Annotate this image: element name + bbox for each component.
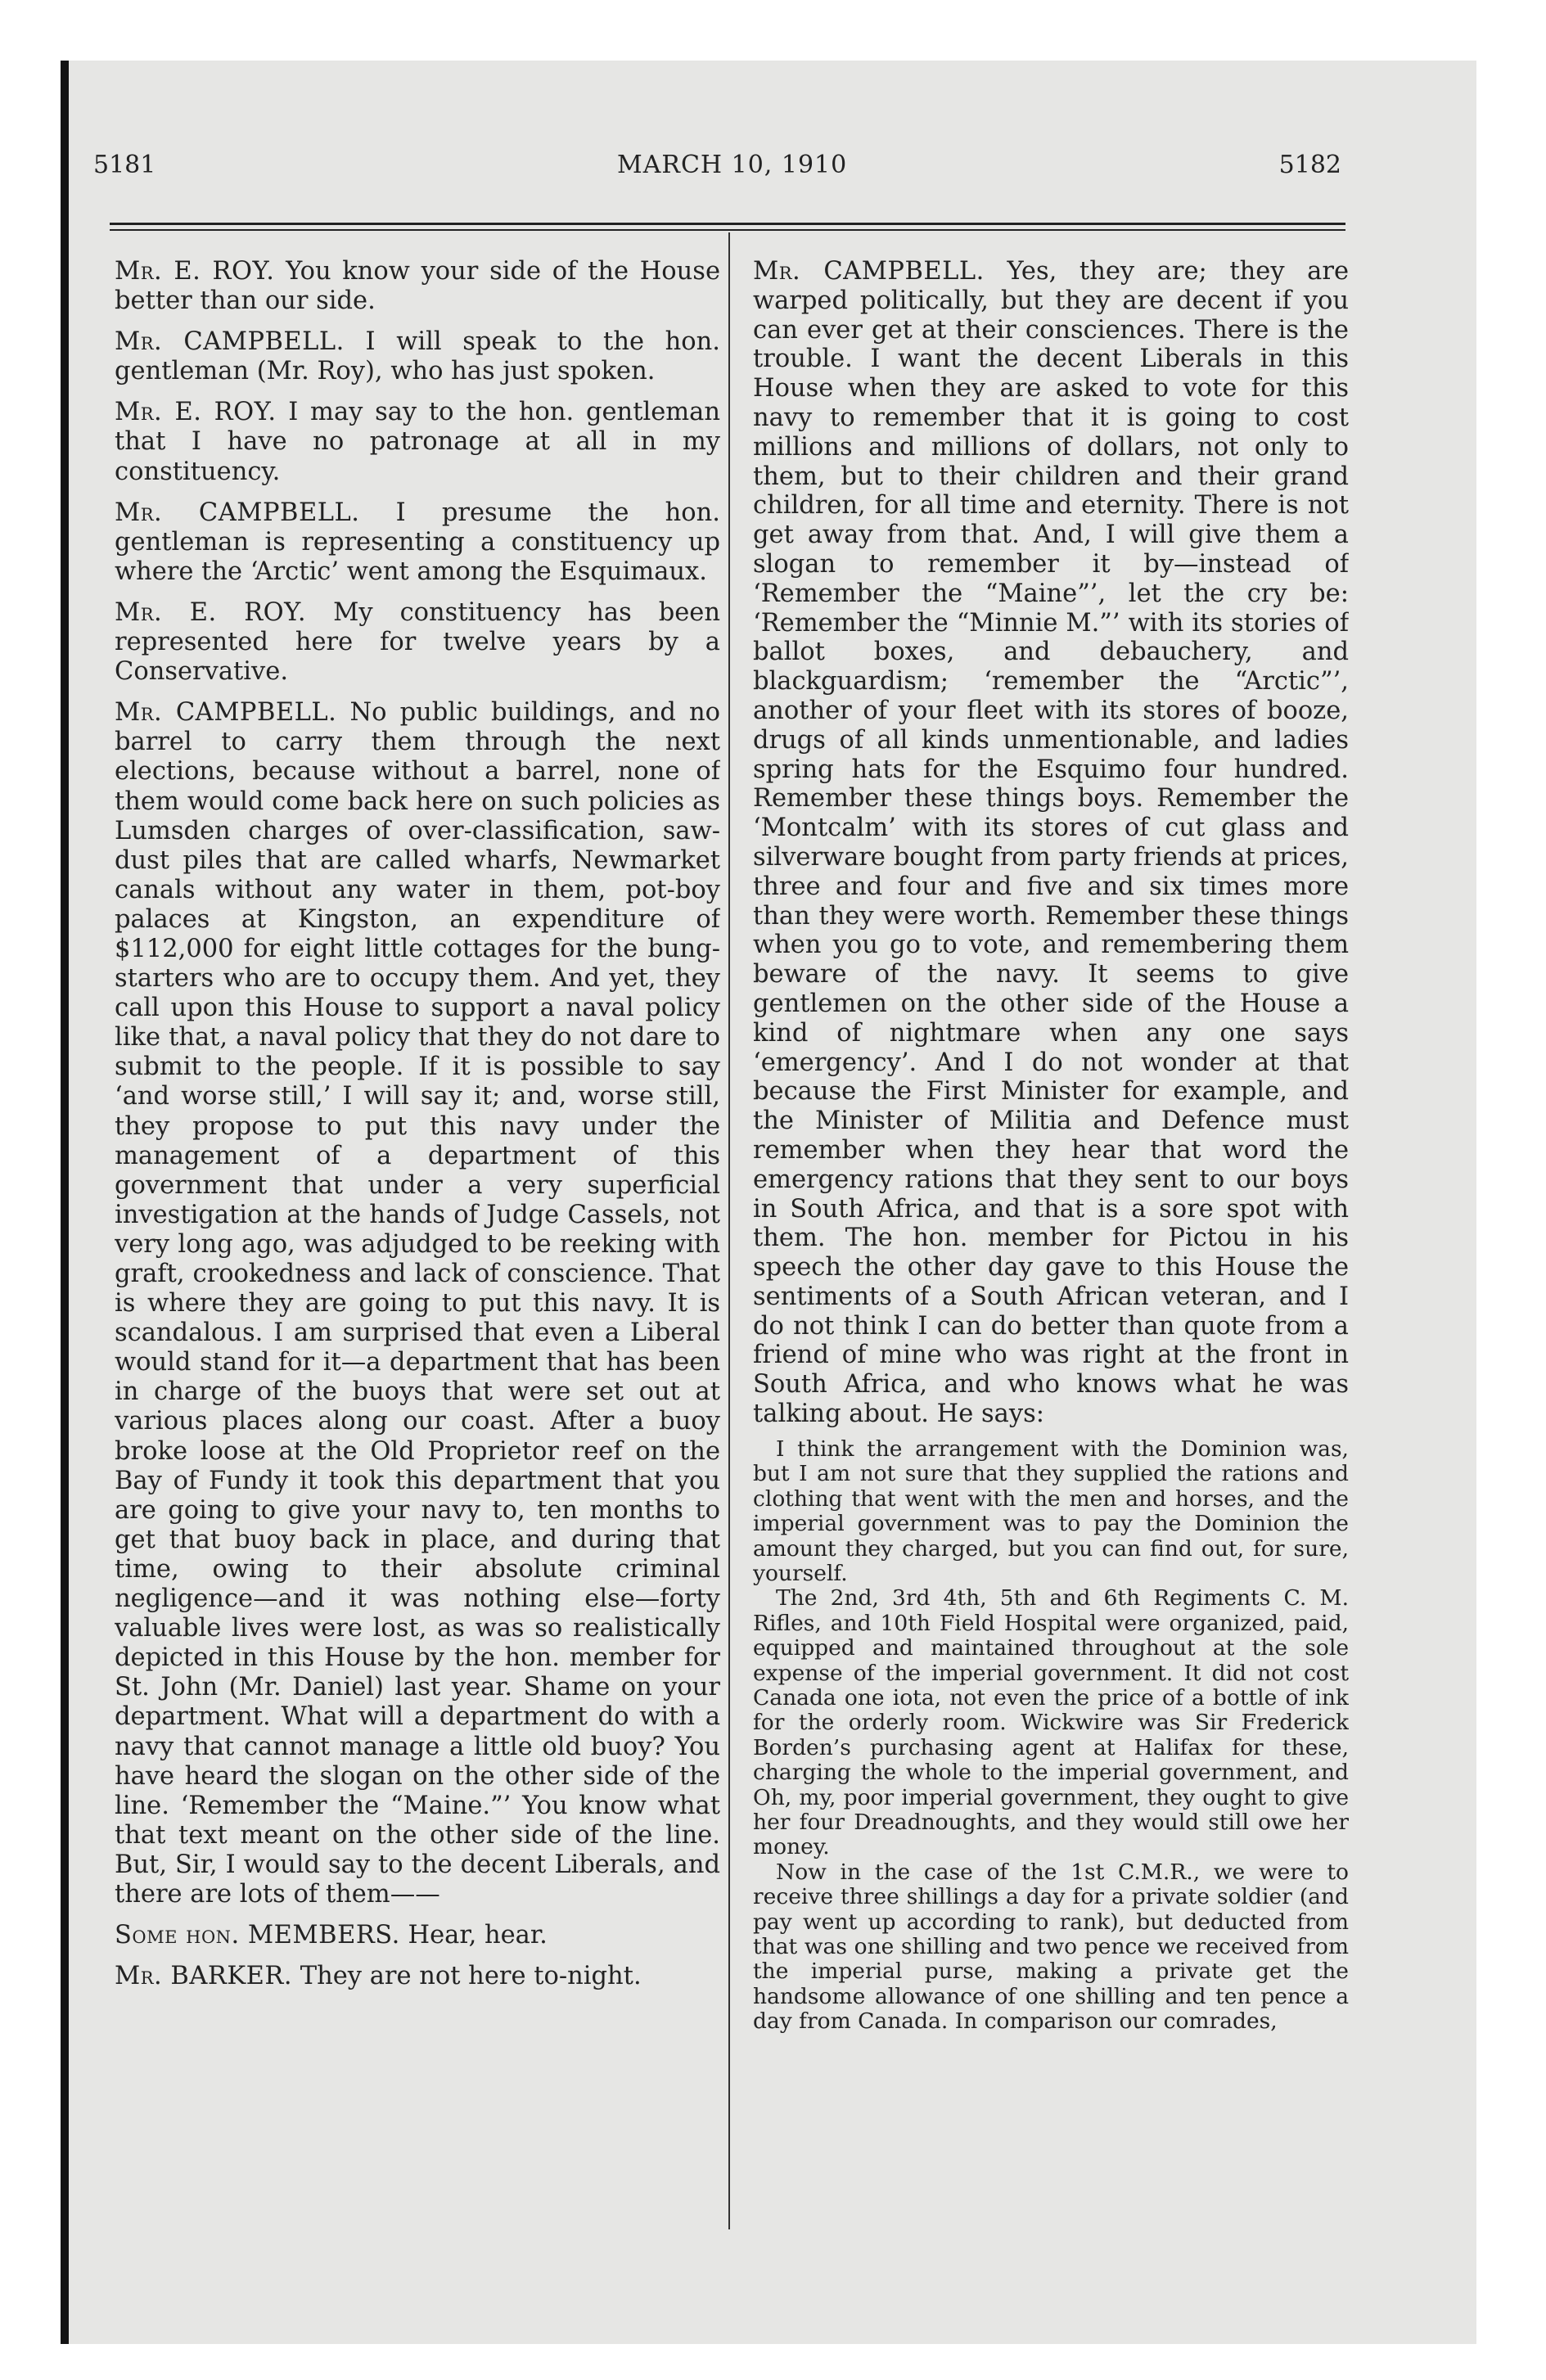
page-date-title: MARCH 10, 1910 — [617, 151, 848, 179]
speech-paragraph — [115, 498, 720, 587]
quoted-letter-paragraph: Now in the case of the 1st C.M.R., we were to receive three shillings a day for a private soldier (and pay went up according to rank), but deducted from that was one shilling and two pence we received from the imperial purse, making a private get the handsome allowance of one shilling and ten pence a day from Canada. In comparison our comrades, — [753, 1859, 1349, 2035]
speaker: Mr. CAMPBELL. — [753, 257, 985, 286]
speech-paragraph — [115, 698, 720, 1909]
speech-paragraph — [115, 398, 720, 486]
speech-text: You know your side of the House better than our side. — [115, 257, 720, 316]
header-rule-thin — [110, 229, 1345, 231]
speaker: Mr. E. ROY. — [115, 597, 307, 627]
speech-paragraph — [115, 598, 720, 687]
speech-paragraph — [115, 1921, 720, 1950]
left-column — [115, 257, 720, 2262]
header-rule — [110, 223, 1345, 225]
speaker: Mr. BARKER. — [115, 1962, 293, 1991]
right-column — [753, 257, 1349, 2262]
speech-text: Yes, they are; they are warped politically, but they are decent if you can ever get at their consciences. There is the trouble. I want the decent Liberals in this House when they are asked to vote for this navy to remember that it is going to cost millions and millions of dollars, not only to them, but to their children and their grand children, for all time and eternity. There is not get away from that. And, I will give them a slogan to remember it by—instead of ‘Remember the “Maine”’, let the cry be: ‘Remember the “Minnie M.”’ with its stories of ballot boxes, and debauchery, and blackguardism; ‘remember the “Arctic”’, another of your fleet with its stores of booze, drugs of all kinds unmentionable, and ladies spring hats for the Esquimo four hundred. Remember these things boys. Remember the ‘Montcalm’ with its stores of cut glass and silverware bought from party friends at prices, three and four and five and six times more than they were worth. Remember these things when you go to vote, and remembering them beware of the navy. It seems to give gentlemen on the other side of the House a kind of nightmare when any one says ‘emergency’. And I do not wonder at that because the First Minister for example, and the Minister of Militia and Defence must remember when they hear that word the emergency rations that they sent to our boys in South Africa, and that is a sore spot with them. The hon. member for Pictou in his speech the other day gave to this House the sentiments of a South African veteran, and I do not think I can do better than quote from a friend of mine who was right at the front in South Africa, and who knows what he was talking about. He says: — [753, 257, 1349, 1429]
speech-text: I may say to the hon. gentleman that I have no patronage at all in my constituency. — [115, 398, 720, 486]
speech-text: They are not here to-night. — [300, 1962, 642, 1991]
speaker: Mr. E. ROY. — [115, 398, 277, 427]
speech-paragraph — [753, 257, 1349, 1429]
scanned-page — [61, 61, 1476, 2344]
page-number-right: 5182 — [1278, 151, 1341, 179]
speech-text: I presume the hon. gentleman is representing a constituency up where the ‘Arctic’ went among the Esquimaux. — [115, 498, 720, 586]
speaker: Mr. E. ROY. — [115, 257, 275, 286]
speaker: Mr. CAMPBELL. — [115, 698, 337, 728]
speech-paragraph — [115, 257, 720, 316]
speech-paragraph — [115, 327, 720, 386]
page-number-left: 5181 — [93, 151, 156, 179]
quoted-letter-paragraph: The 2nd, 3rd 4th, 5th and 6th Regiments C. M. Rifles, and 10th Field Hospital were organized, paid, equipped and maintained throughout at the sole expense of the imperial government. It did not cost Canada one iota, not even the price of a bottle of ink for the orderly room. Wickwire was Sir Frederick Borden’s purchasing agent at Halifax for these, charging the whole to the imperial government, and Oh, my, poor imperial government, they ought to give her four Dreadnoughts, and they would still owe her money. — [753, 1585, 1349, 1860]
speech-text: Hear, hear. — [408, 1921, 548, 1950]
speaker: Mr. CAMPBELL. — [115, 327, 345, 357]
speech-text: My constituency has been represented here for twelve years by a Conservative. — [115, 597, 720, 687]
quoted-letter-paragraph: I think the arrangement with the Dominion was, but I am not sure that they supplied the rations and clothing that went with the men and horses, and the imperial government was to pay the Dominion the amount they charged, but you can find out, for sure, yourself. — [753, 1436, 1349, 1586]
speech-paragraph — [115, 1962, 720, 1991]
column-divider — [728, 232, 730, 2229]
speaker: Some hon. MEMBERS. — [115, 1921, 400, 1950]
speaker: Mr. CAMPBELL. — [115, 498, 360, 527]
page-header — [69, 151, 1476, 192]
speech-text: I will speak to the hon. gentleman (Mr. Roy), who has just spoken. — [115, 327, 720, 386]
speech-text: No public buildings, and no barrel to carry them through the next elections, because without a barrel, none of them would come back here on such policies as Lumsden charges of over-classification, saw-dust piles that are called wharfs, Newmarket canals without any water in them, pot-boy palaces at Kingston, an expenditure of $112,000 for eight little cottages for the bung-starters who are to occupy them. And yet, they call upon this House to support a naval policy like that, a naval policy that they do not dare to submit to the people. If it is possible to say ‘and worse still,’ I will say it; and, worse still, they propose to put this navy under the management of a department of this government that under a very superficial investigation at the hands of Judge Cassels, not very long ago, was adjudged to be reeking with graft, crookedness and lack of conscience. That is where they are going to put this navy. It is scandalous. I am surprised that even a Liberal would stand for it—a department that has been in charge of the buoys that were set out at various places along our coast. After a buoy broke loose at the Old Proprietor reef on the Bay of Fundy it took this department that you are going to give your navy to, ten months to get that buoy back in place, and during that time, owing to their absolute criminal negligence—and it was nothing else—forty valuable lives were lost, as was so realistically depicted in this House by the hon. member for St. John (Mr. Daniel) last year. Shame on your department. What will a department do with a navy that cannot manage a little old buoy? You have heard the slogan on the other side of the line. ‘Remember the “Maine.”’ You know what that text meant on the other side of the line. But, Sir, I would say to the decent Liberals, and there are lots of them—— — [115, 698, 720, 1909]
